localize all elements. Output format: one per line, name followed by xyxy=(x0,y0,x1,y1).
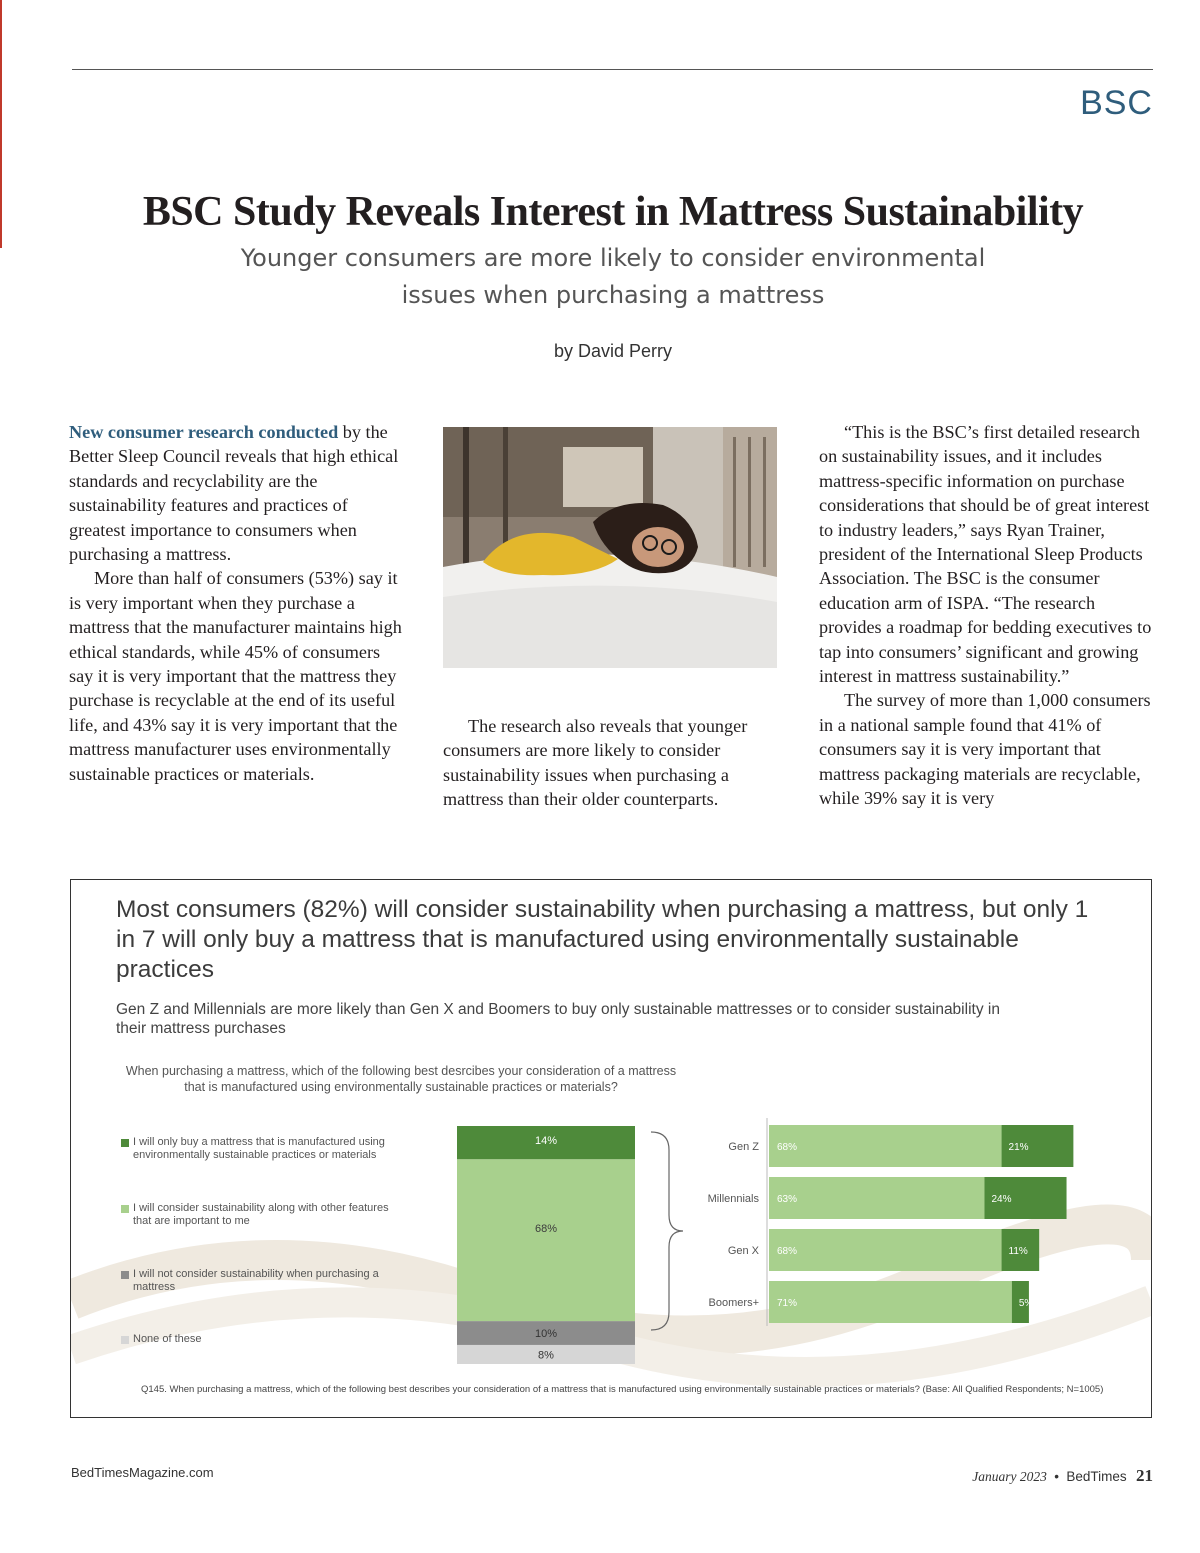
gen-bar-consider xyxy=(769,1229,1002,1271)
article-column-3 xyxy=(819,420,1153,811)
paragraph: The research also reveals that younger consumers are more likely to consider sustainability issues when purchasing a mattress than their older counterparts. xyxy=(443,716,748,810)
chart-footnote: Q145. When purchasing a mattress, which of the following best describes your consideration of a mattress that is manufactured using environmentally sustainable practices or materials? (Base: All Qualified Respondents; N=1005) xyxy=(141,1384,1104,1395)
section-tag: BSC xyxy=(1080,84,1153,122)
deck-line-1: Younger consumers are more likely to consider environmental xyxy=(240,244,986,272)
legend-item: I will only buy a mattress that is manufactured using environmentally sustainable practices or materials xyxy=(121,1136,403,1162)
gen-bar-label: 63% xyxy=(777,1194,798,1205)
stacked-bar-label: 14% xyxy=(534,1135,558,1147)
gen-bar-label: 21% xyxy=(1008,1142,1029,1153)
stacked-bar-label: 8% xyxy=(538,1349,554,1362)
article-column-2 xyxy=(443,714,778,812)
footer-bullet: • xyxy=(1054,1469,1059,1484)
gen-bar-consider xyxy=(769,1177,984,1219)
header-rule xyxy=(72,69,1153,70)
bracket-connector xyxy=(651,1132,683,1330)
footer-magazine: BedTimes xyxy=(1066,1469,1127,1484)
stacked-bar-label: 10% xyxy=(534,1328,558,1341)
paragraph: The survey of more than 1,000 consumers in a national sample found that 41% of consumers say it is very important that mattress packaging materials are recyclable, while 39% say it is very xyxy=(819,690,1151,809)
chart-title: Most consumers (82%) will consider sustainability when purchasing a mattress, but only 1 in 7 will only buy a mattress that is manufactured using environmentally sustainable practices xyxy=(116,896,1089,983)
woman-on-mattress-image xyxy=(443,427,777,668)
stacked-bar-label: 68% xyxy=(534,1223,558,1236)
stacked-bar-segment xyxy=(457,1159,635,1321)
survey-chart-figure xyxy=(70,879,1152,1418)
gen-bar-label: 24% xyxy=(991,1194,1012,1205)
paragraph: New consumer research conducted by the Better Sleep Council reveals that high ethical standards and recyclability are the sustainability features and practices of greatest importance to consumers when purchasing a mattress. xyxy=(69,422,399,565)
paragraph: “This is the BSC’s first detailed research on sustainability issues, and it includes mattress-specific information on purchase considerations that should be of great interest to industry leaders,” says Ryan Trainer, president of the International Sleep Products Association. The BSC is the consumer education arm of ISPA. “The research provides a roadmap for bedding executives to tap into consumers’ significant and growing interest in mattress sustainability.” xyxy=(819,422,1152,687)
gen-bar-label: 71% xyxy=(777,1298,798,1309)
gen-category-label: Gen X xyxy=(727,1245,759,1257)
article-headline: BSC Study Reveals Interest in Mattress Sustainability xyxy=(142,189,1084,235)
gen-category-label: Millennials xyxy=(707,1193,759,1205)
byline: by David Perry xyxy=(553,341,673,361)
legend-item: I will not consider sustainability when purchasing a mattress xyxy=(121,1268,403,1294)
page-number: 21 xyxy=(1136,1466,1153,1485)
footer-folio xyxy=(972,1466,1153,1486)
gen-bar-label: 11% xyxy=(1008,1246,1028,1257)
gen-category-label: Boomers+ xyxy=(708,1297,759,1309)
gen-bar-label: 68% xyxy=(777,1142,798,1153)
article-deck xyxy=(200,240,1026,314)
gen-bar-label: 5% xyxy=(1018,1298,1034,1309)
gen-bar-label: 68% xyxy=(777,1246,798,1257)
gen-bar-consider xyxy=(769,1281,1012,1323)
footer-site: BedTimesMagazine.com xyxy=(71,1465,214,1480)
gen-category-label: Gen Z xyxy=(728,1141,759,1153)
legend-item: None of these xyxy=(121,1333,403,1346)
chart-plot-area xyxy=(71,880,1151,1417)
article-photo xyxy=(443,427,777,668)
legend-item: I will consider sustainability along with other features that are important to me xyxy=(121,1202,403,1228)
article-column-1 xyxy=(69,420,404,786)
chart-question: When purchasing a mattress, which of the following best desrcibes your consideration of a mattress that is manufactured using environmentally sustainable practices or materials? xyxy=(125,1064,677,1094)
lead-in: New consumer research conducted xyxy=(69,422,339,442)
deck-line-2: issues when purchasing a mattress xyxy=(401,281,825,309)
paragraph: More than half of consumers (53%) say it is very important when they purchase a mattress that the manufacturer maintains high ethical standards, while 45% of consumers say it is very important that the mattress they purchase is recyclable at the end of its useful life, and 43% say it is very important that the mattress manufacturer uses environmentally sustainable practices or materials. xyxy=(69,568,402,784)
chart-subtitle: Gen Z and Millennials are more likely than Gen X and Boomers to buy only sustainable mattresses or to consider sustainability in their mattress purchases xyxy=(116,1001,1000,1037)
gen-bar-consider xyxy=(769,1125,1002,1167)
footer-issue: January 2023 xyxy=(972,1469,1047,1484)
